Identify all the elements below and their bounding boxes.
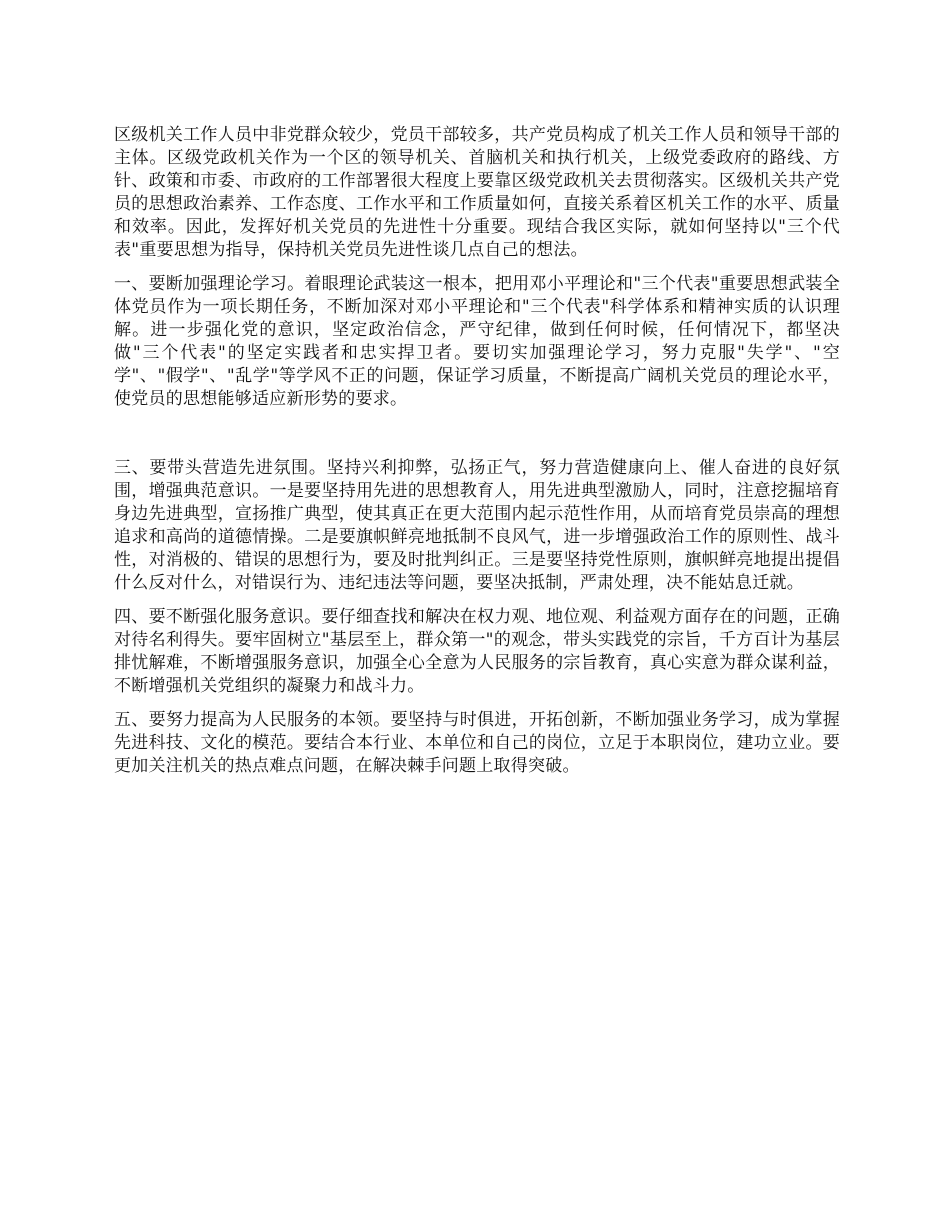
section-three-paragraph: 三、要带头营造先进氛围。坚持兴利抑弊，弘扬正气，努力营造健康向上、催人奋进的良好氛围，增强典范意识。一是要坚持用先进的思想教育人，用先进典型激励人，同时，注意挖掘培育身边先进典型，宣扬推广典型，使其真正在更大范围内起示范性作用，从而培育党员崇高的理想追求和高尚的道德情操。二是要旗帜鲜亮地抵制不良风气，进一步增强政治工作的原则性、战斗性，对消极的、错误的思想行为，要及时批判纠正。三是要坚持党性原则，旗帜鲜亮地提出提倡什么反对什么，对错误行为、违纪违法等问题，要坚决抵制，严肃处理，决不能姑息迁就。: [114, 458, 840, 593]
section-one-paragraph: 一、要断加强理论学习。着眼理论武装这一根本，把用邓小平理论和"三个代表"重要思想武装全体党员作为一项长期任务，不断加深对邓小平理论和"三个代表"科学体系和精神实质的认识理解。进一步强化党的意识，坚定政治信念，严守纪律，做到任何时候，任何情况下，都坚决做"三个代表"的坚定实践者和忠实捍卫者。要切实加强理论学习，努力克服"失学"、"空学"、"假学"、"乱学"等学风不正的问题，保证学习质量，不断提高广阔机关党员的理论水平，使党员的思想能够适应新形势的要求。: [114, 274, 840, 409]
intro-paragraph: 区级机关工作人员中非党群众较少，党员干部较多，共产党员构成了机关工作人员和领导干部的主体。区级党政机关作为一个区的领导机关、首脑机关和执行机关，上级党委政府的路线、方针、政策和市委、市政府的工作部署很大程度上要靠区级党政机关去贯彻落实。区级机关共产党员的思想政治素养、工作态度、工作水平和工作质量如何，直接关系着区机关工作的水平、质量和效率。因此，发挥好机关党员的先进性十分重要。现结合我区实际，就如何坚持以"三个代表"重要思想为指导，保持机关党员先进性谈几点自己的想法。: [114, 125, 840, 260]
document-body: [114, 124, 840, 778]
paragraph-spacer: [114, 595, 840, 606]
section-four-paragraph: 四、要不断强化服务意识。要仔细查找和解决在权力观、地位观、利益观方面存在的问题，正确对待名利得失。要牢固树立"基层至上，群众第一"的观念，带头实践党的宗旨，千方百计为基层排忧解难，不断增强服务意识，加强全心全意为人民服务的宗旨教育，真心实意为群众谋利益，不断增强机关党组织的凝聚力和战斗力。: [114, 607, 840, 696]
section-five-paragraph: 五、要努力提高为人民服务的本领。要坚持与时俱进，开拓创新，不断加强业务学习，成为掌握先进科技、文化的模范。要结合本行业、本单位和自己的岗位，立足于本职岗位，建功立业。要更加关注机关的热点难点问题，在解决棘手问题上取得突破。: [114, 710, 840, 776]
section-gap: [114, 411, 840, 457]
paragraph-spacer: [114, 262, 840, 273]
paragraph-spacer: [114, 698, 840, 709]
